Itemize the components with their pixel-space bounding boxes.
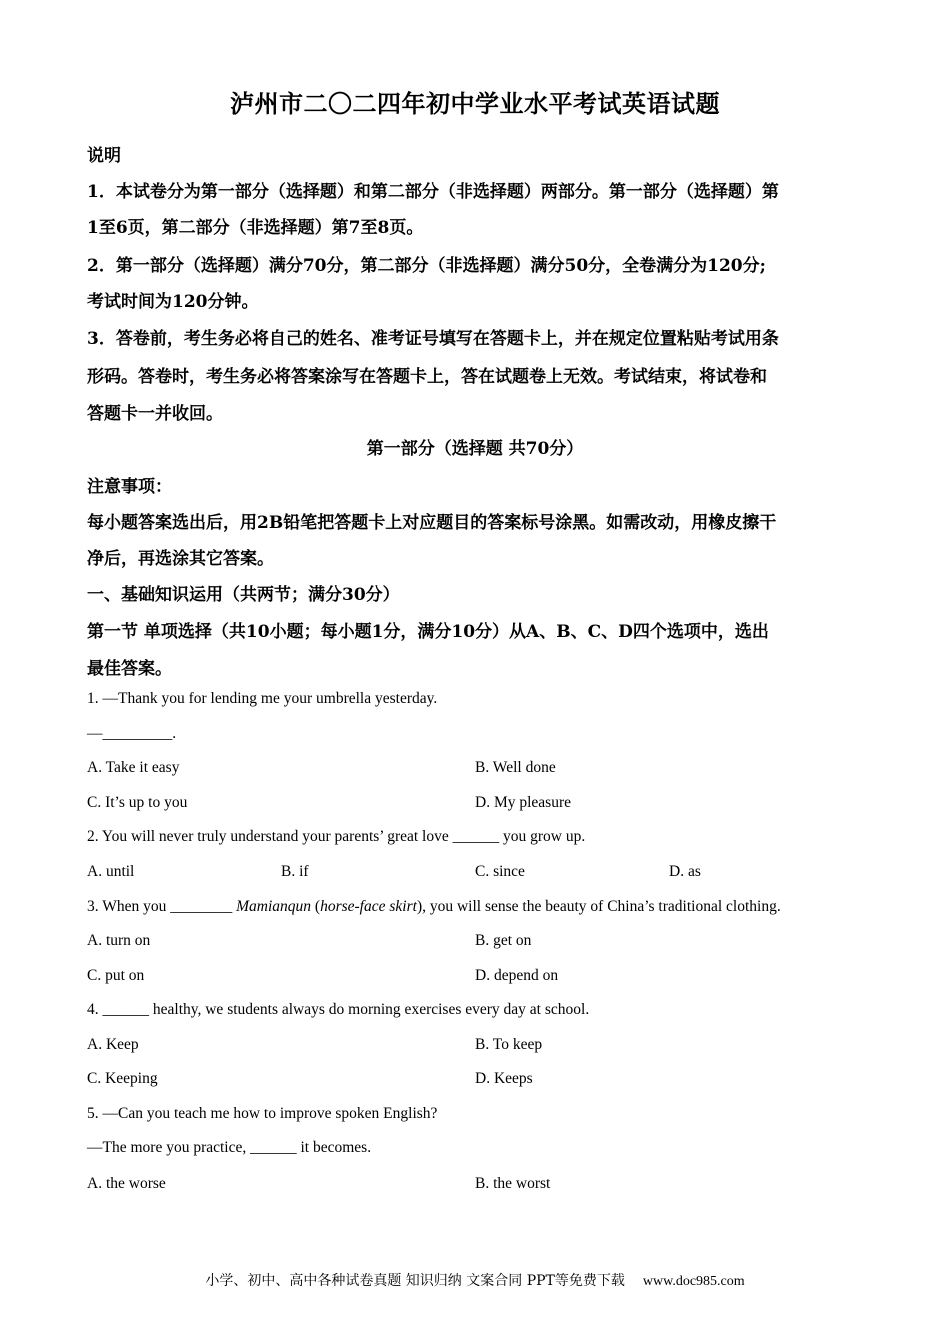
instruction-2-line-2: 考试时间为120分钟。 xyxy=(87,292,259,312)
question-1-stem: 1. —Thank you for lending me your umbrella yesterday. xyxy=(87,690,438,707)
question-3-stem-mid: ( xyxy=(311,898,321,915)
question-4-stem: 4. ______ healthy, we students always do morning exercises every day at school. xyxy=(87,1001,590,1018)
part1-heading: 第一部分（选择题 共70分） xyxy=(366,439,584,459)
question-3-option-c: C. put on xyxy=(87,967,145,984)
question-3-stem xyxy=(87,898,781,916)
instruction-3-line-2: 形码。答卷时，考生务必将答案涂写在答题卡上，答在试题卷上无效。考试结束，将试卷和 xyxy=(87,367,767,387)
question-1-option-b: B. Well done xyxy=(475,759,556,776)
question-3-term-gloss: horse-face skirt xyxy=(320,898,417,915)
subsection1-line-1: 第一节 单项选择（共10小题；每小题1分，满分10分）从A、B、C、D四个选项中，选出 xyxy=(87,622,769,642)
instruction-2-line-1: 2．第一部分（选择题）满分70分，第二部分（非选择题）满分50分，全卷满分为120分; xyxy=(87,256,766,276)
question-3-stem-post: ), you will sense the beauty of China’s traditional clothing. xyxy=(416,898,781,915)
instruction-1-line-1: 1．本试卷分为第一部分（选择题）和第二部分（非选择题）两部分。第一部分（选择题）第 xyxy=(87,182,779,202)
question-3-option-d: D. depend on xyxy=(475,967,559,984)
question-4-option-b: B. To keep xyxy=(475,1036,543,1053)
instructions-heading: 说明 xyxy=(87,146,121,166)
question-2-option-a: A. until xyxy=(87,863,135,880)
notice-heading: 注意事项： xyxy=(87,477,172,497)
question-2-option-c: C. since xyxy=(475,863,525,880)
question-1-option-d: D. My pleasure xyxy=(475,794,571,811)
notice-line-1: 每小题答案选出后，用2B铅笔把答题卡上对应题目的答案标号涂黑。如需改动，用橡皮擦干 xyxy=(87,513,777,533)
question-5-stem: 5. —Can you teach me how to improve spoken English? xyxy=(87,1105,438,1122)
question-3-option-b: B. get on xyxy=(475,932,532,949)
notice-line-2: 净后，再选涂其它答案。 xyxy=(87,549,274,569)
page-footer xyxy=(0,1270,950,1290)
question-2-stem: 2. You will never truly understand your parents’ great love ______ you grow up. xyxy=(87,828,586,845)
question-5-response: —The more you practice, ______ it becomes. xyxy=(87,1139,372,1156)
subsection1-line-2: 最佳答案。 xyxy=(87,659,172,679)
question-2-option-b: B. if xyxy=(281,863,309,880)
question-2-option-d: D. as xyxy=(669,863,701,880)
section1-heading: 一、基础知识运用（共两节；满分30分） xyxy=(87,585,400,605)
question-5-option-a: A. the worse xyxy=(87,1175,166,1192)
question-3-term: Mamianqun xyxy=(236,898,312,915)
question-4-option-d: D. Keeps xyxy=(475,1070,533,1087)
instruction-1-line-2: 1至6页，第二部分（非选择题）第7至8页。 xyxy=(87,218,424,238)
instruction-3-line-1: 3．答卷前，考生务必将自己的姓名、准考证号填写在答题卡上，并在规定位置粘贴考试用条 xyxy=(87,329,779,349)
footer-text: 小学、初中、高中各种试卷真题 知识归纳 文案合同 PPT等免费下载 xyxy=(205,1273,625,1289)
question-3-option-a: A. turn on xyxy=(87,932,151,949)
question-1-option-c: C. It’s up to you xyxy=(87,794,188,811)
instruction-3-line-3: 答题卡一并收回。 xyxy=(87,404,223,424)
question-4-option-c: C. Keeping xyxy=(87,1070,158,1087)
question-1-response: —_________. xyxy=(87,725,177,742)
exam-title: 泸州市二〇二四年初中学业水平考试英语试题 xyxy=(230,89,720,118)
footer-url[interactable]: www.doc985.com xyxy=(642,1274,745,1289)
question-1-option-a: A. Take it easy xyxy=(87,759,180,776)
question-4-option-a: A. Keep xyxy=(87,1036,139,1053)
question-3-stem-pre: 3. When you ________ xyxy=(87,898,237,915)
question-5-option-b: B. the worst xyxy=(475,1175,551,1192)
